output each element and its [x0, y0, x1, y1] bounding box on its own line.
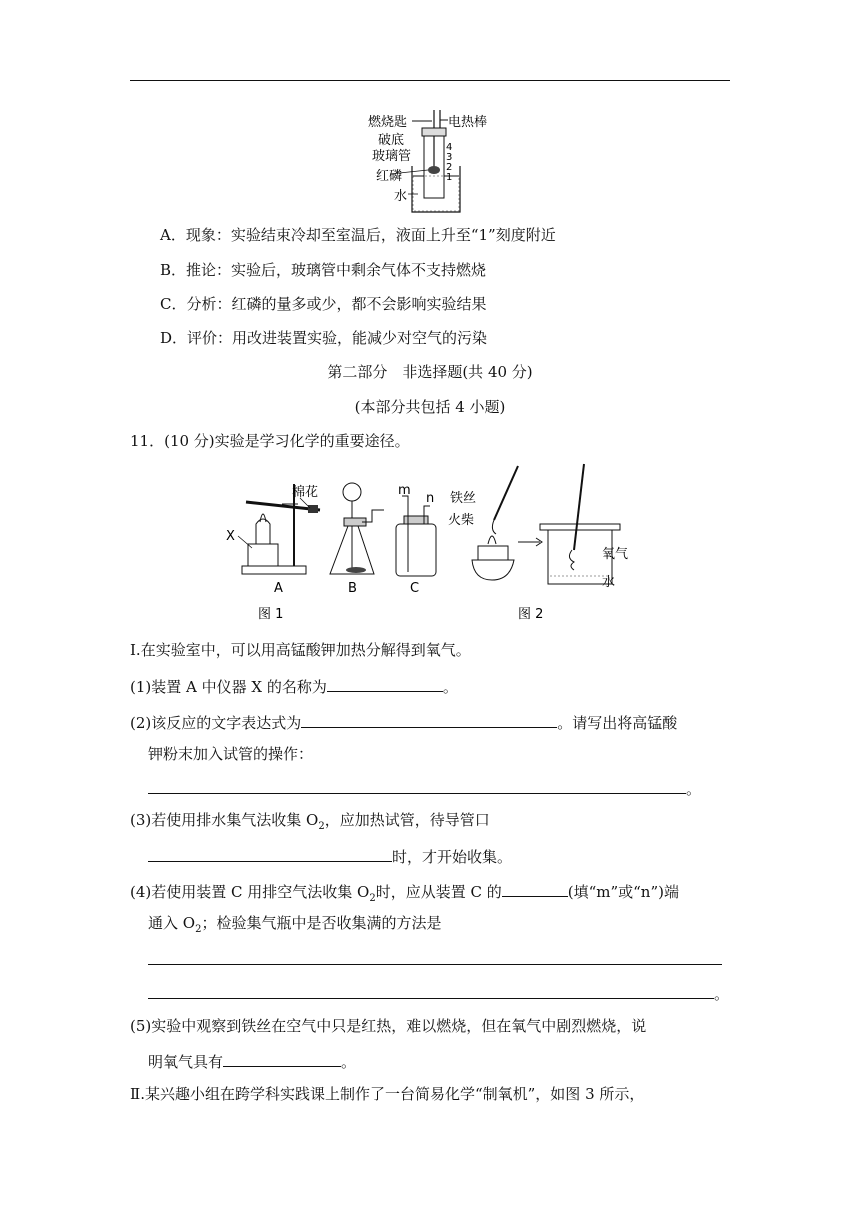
label-c: C — [410, 581, 420, 596]
label-a: A — [274, 581, 283, 596]
answer-blank-3[interactable] — [148, 845, 392, 862]
answer-blank-4b[interactable] — [148, 948, 722, 965]
red-phosphorus-apparatus-figure — [360, 108, 500, 218]
label-x: X — [226, 529, 235, 544]
q2-answer: 。 — [148, 777, 701, 799]
q4: (4)若使用装置 C 用排空气法收集 $O_2$时，应从装置 C 的 (填“m”或“n”)端 — [130, 880, 679, 909]
label-cotton: 棉花 — [292, 485, 319, 500]
option-c: C．分析：红磷的量多或少，都不会影响实验结果 — [160, 295, 487, 313]
scale-3: 3 — [446, 152, 453, 163]
q5-line2: 明氧气具有 。 — [148, 1050, 356, 1072]
scale-4: 4 — [446, 142, 453, 153]
q11-figure — [222, 462, 642, 626]
q2: (2)该反应的文字表达式为 。请写出将高锰酸 — [130, 711, 677, 733]
label-match: 火柴 — [448, 513, 475, 528]
label-oxygen: 氧气 — [602, 547, 629, 562]
part2-subtitle: (本部分共包括 4 小题) — [354, 398, 506, 416]
q3-line2: 时，才开始收集。 — [148, 845, 512, 867]
q4-line2: 通入 $O_2$；检验集气瓶中是否收集满的方法是 — [148, 914, 442, 935]
top-rule — [130, 80, 730, 81]
q11-stem: 11．(10 分)实验是学习化学的重要途径。 — [130, 432, 410, 450]
scale-1: 1 — [446, 172, 453, 183]
q1: (1)装置 A 中仪器 X 的名称为 。 — [130, 675, 458, 697]
label-spoon: 燃烧匙 — [368, 115, 408, 130]
answer-blank-5[interactable] — [223, 1050, 341, 1067]
answer-blank-4a[interactable] — [502, 880, 568, 897]
option-b: B．推论：实验后，玻璃管中剩余气体不支持燃烧 — [160, 261, 487, 279]
figure2-caption: 图 2 — [518, 607, 544, 622]
label-stopper: 破底 — [378, 133, 405, 148]
option-a: A．现象：实验结束冷却至室温后，液面上升至“1”刻度附近 — [160, 226, 556, 244]
label-iron: 铁丝 — [450, 491, 477, 506]
label-phosphorus: 红磷 — [376, 169, 403, 184]
answer-blank-2a[interactable] — [301, 711, 557, 728]
q3: (3)若使用排水集气法收集 $O_2$，应加热试管，待导管口 — [130, 811, 490, 832]
label-m: m — [398, 483, 411, 498]
label-b: B — [348, 581, 357, 596]
q4-answer-line2: 。 — [148, 982, 729, 1004]
figure1-caption: 图 1 — [258, 607, 284, 622]
label-n: n — [426, 491, 435, 506]
q4-answer-line1 — [148, 948, 722, 970]
q2-line2: 钾粉末加入试管的操作： — [148, 745, 314, 763]
answer-blank-1[interactable] — [327, 675, 443, 692]
label-water: 水 — [394, 189, 408, 204]
section-2: Ⅱ.某兴趣小组在跨学科实践课上制作了一台简易化学“制氧机”，如图 3 所示， — [130, 1085, 645, 1103]
q5: (5)实验中观察到铁丝在空气中只是红热，难以燃烧，但在氧气中剧烈燃烧，说 — [130, 1017, 647, 1035]
section-1: Ⅰ.在实验室中，可以用高锰酸钾加热分解得到氧气。 — [130, 641, 471, 659]
answer-blank-2b[interactable] — [148, 777, 686, 794]
label-rod: 电热棒 — [448, 115, 488, 130]
part2-title: 第二部分 非选择题(共 40 分) — [327, 363, 533, 381]
answer-blank-4c[interactable] — [148, 982, 714, 999]
label-tube: 玻璃管 — [372, 149, 412, 164]
option-d: D．评价：用改进装置实验，能减少对空气的污染 — [160, 329, 488, 347]
scale-2: 2 — [446, 162, 453, 173]
label-water2: 水 — [602, 575, 616, 590]
